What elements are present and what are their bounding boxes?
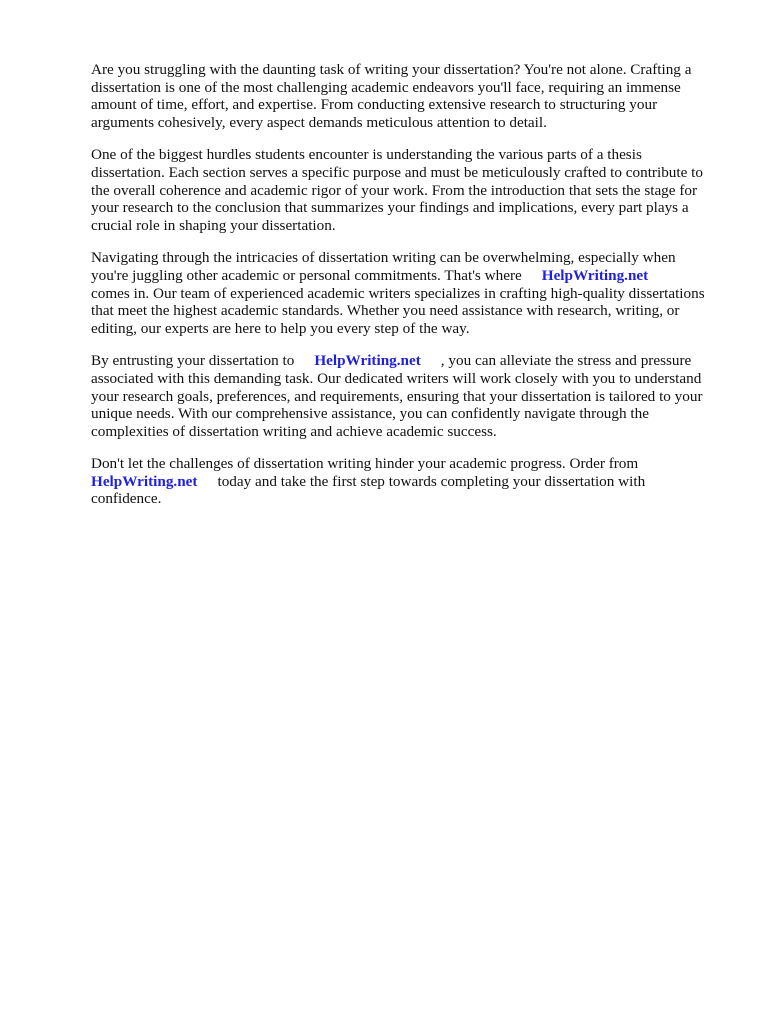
- paragraph-navigating: [91, 249, 731, 337]
- paragraph-intro: [91, 61, 731, 131]
- text-line: editing, our experts are here to help you every step of the way.: [91, 319, 470, 337]
- text-line: dissertation. Each section serves a specific purpose and must be meticulously crafted to contribute to: [91, 163, 703, 181]
- document-body: [91, 61, 731, 523]
- paragraph-conclusion: [91, 455, 731, 508]
- paragraph-parts: [91, 146, 731, 234]
- text-segment: you're juggling other academic or personal commitments. That's where: [91, 266, 522, 284]
- text-line: that meet the highest academic standards. Whether you need assistance with research, writing, or: [91, 302, 680, 320]
- text-line: confidence.: [91, 490, 162, 508]
- text-line: arguments cohesively, every aspect demands meticulous attention to detail.: [91, 113, 547, 131]
- text-line: associated with this demanding task. Our dedicated writers will work closely with you to understand: [91, 369, 702, 387]
- text-line: Are you struggling with the daunting task of writing your dissertation? You're not alone. Crafting a: [91, 61, 692, 78]
- text-line: One of the biggest hurdles students encounter is understanding the various parts of a thesis: [91, 146, 642, 164]
- helpwriting-link[interactable]: HelpWriting.net: [541, 266, 649, 284]
- text-segment: , you can alleviate the stress and pressure: [440, 352, 692, 370]
- helpwriting-link[interactable]: HelpWriting.net: [314, 352, 421, 370]
- text-segment: By entrusting your dissertation to: [91, 352, 295, 370]
- text-line: [91, 352, 731, 370]
- text-line: [91, 473, 731, 491]
- text-line: comes in. Our team of experienced academic writers specializes in crafting high-quality dissertations: [91, 284, 705, 302]
- text-line: your research goals, preferences, and requirements, ensuring that your dissertation is tailored to your: [91, 387, 703, 405]
- text-line: Don't let the challenges of dissertation writing hinder your academic progress. Order from: [91, 455, 639, 473]
- text-line: Navigating through the intricacies of dissertation writing can be overwhelming, especially when: [91, 249, 676, 267]
- text-line: complexities of dissertation writing and achieve academic success.: [91, 422, 497, 440]
- text-line: dissertation is one of the most challenging academic endeavors you'll face, requiring an immense: [91, 78, 681, 96]
- text-segment: today and take the first step towards completing your dissertation with: [217, 472, 646, 490]
- text-line: unique needs. With our comprehensive assistance, you can confidently navigate through the: [91, 405, 649, 423]
- paragraph-entrusting: [91, 352, 731, 440]
- text-line: the overall coherence and academic rigor of your work. From the introduction that sets the stage for: [91, 181, 698, 199]
- helpwriting-link[interactable]: HelpWriting.net: [91, 472, 198, 490]
- text-line: your research to the conclusion that summarizes your findings and implications, every part plays a: [91, 199, 689, 217]
- text-line: [91, 267, 731, 285]
- text-line: crucial role in shaping your dissertation.: [91, 216, 336, 234]
- text-line: amount of time, effort, and expertise. From conducting extensive research to structuring your: [91, 96, 658, 114]
